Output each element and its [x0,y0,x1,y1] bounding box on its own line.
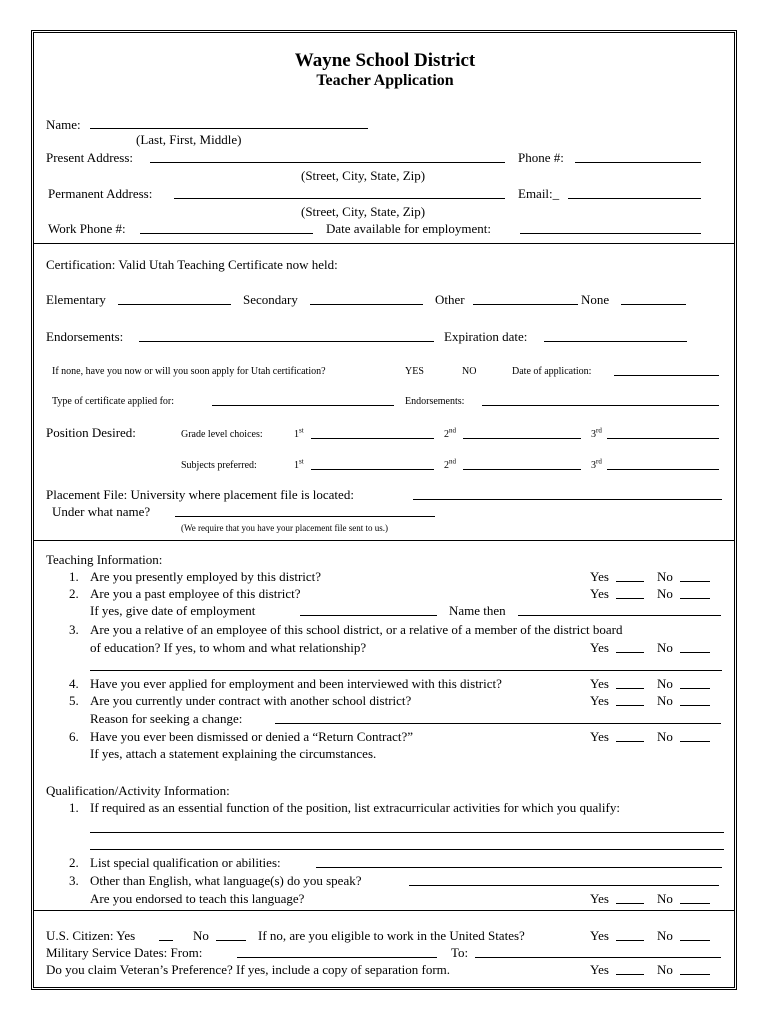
teaching-q2-yes-blank[interactable] [616,598,644,599]
name-field[interactable] [90,128,368,129]
veteran-question: Do you claim Veteran’s Preference? If yes, include a copy of separation form. [46,962,451,977]
certification-heading: Certification: Valid Utah Teaching Certificate now held: [46,257,338,272]
teaching-q6-text: Have you ever been dismissed or denied a “Return Contract?” [90,729,414,744]
qualification-q2-text: List special qualification or abilities: [90,855,281,870]
expiration-field[interactable] [544,341,687,342]
qualification-q3-text: Other than English, what language(s) do you speak? [90,873,362,888]
reason-label: Reason for seeking a change: [90,711,243,726]
veteran-no-blank[interactable] [680,974,710,975]
subject-choice-2-sup: nd [449,457,456,466]
email-field[interactable] [568,198,701,199]
other-field[interactable] [473,304,578,305]
present-address-field[interactable] [150,162,505,163]
veteran-yes-blank[interactable] [616,974,644,975]
teaching-q2-yes[interactable]: Yes [590,586,609,601]
qualification-q2-number: 2. [69,855,79,870]
placement-label: Placement File: University where placement file is located: [46,487,354,502]
military-from-field[interactable] [237,957,437,958]
endorsements-applied-field[interactable] [482,405,719,406]
subject-choice-3-field[interactable] [607,469,719,470]
teaching-q4-no-blank[interactable] [680,688,710,689]
phone-field[interactable] [575,162,701,163]
date-of-application-label: Date of application: [512,366,592,377]
grade-choice-2-field[interactable] [463,438,581,439]
teaching-q6-yes-blank[interactable] [616,741,644,742]
section-divider [34,243,734,244]
military-label: Military Service Dates: From: [46,945,203,960]
apply-question: If none, have you now or will you soon apply for Utah certification? [52,366,326,377]
teaching-q1-text: Are you presently employed by this district? [90,569,322,584]
work-phone-field[interactable] [140,233,313,234]
grade-level-label: Grade level choices: [181,429,263,440]
present-address-hint: (Street, City, State, Zip) [301,168,426,183]
subject-choice-2-field[interactable] [463,469,581,470]
veteran-no[interactable]: No [657,962,673,977]
name-then-label: Name then [449,603,506,618]
qualification-q1-number: 1. [69,800,79,815]
teaching-q2-text: Are you a past employee of this district? [90,586,301,601]
secondary-label: Secondary [243,292,298,307]
type-applied-field[interactable] [212,405,394,406]
teaching-q6-no-blank[interactable] [680,741,710,742]
apply-no-option[interactable]: NO [462,366,477,377]
teaching-q6-attach: If yes, attach a statement explaining the circumstances. [90,746,377,761]
name-then-field[interactable] [518,615,721,616]
qualification-q1-text: If required as an essential function of the position, list extracurricular activities for which you qualify: [90,800,620,815]
position-label: Position Desired: [46,425,136,440]
teaching-q5-text: Are you currently under contract with another school district? [90,693,412,708]
under-name-label: Under what name? [52,504,151,519]
subject-choice-1-num: 1 [294,460,299,471]
subject-choice-1-sup: st [299,457,304,466]
subject-choice-2-num: 2 [444,460,449,471]
endorsements-applied-label: Endorsements: [405,396,465,407]
teaching-q1-yes[interactable]: Yes [590,569,609,584]
eligible-yes-blank[interactable] [616,940,644,941]
teaching-q2-no[interactable]: No [657,586,673,601]
work-phone-label: Work Phone #: [48,221,126,236]
teaching-q5-yes[interactable]: Yes [590,693,609,708]
employment-dates-field[interactable] [300,615,437,616]
veteran-yes[interactable]: Yes [590,962,609,977]
teaching-q3-number: 3. [69,622,79,637]
email-label: Email:_ [518,186,560,201]
permanent-address-field[interactable] [174,198,505,199]
apply-yes-option[interactable]: YES [405,366,424,377]
teaching-q5-no[interactable]: No [657,693,673,708]
teaching-q3-no[interactable]: No [657,640,673,655]
endorsements-label: Endorsements: [46,329,124,344]
teaching-q3-text-line1: Are you a relative of an employee of this school district, or a relative of a member of the district board [90,622,623,637]
teaching-q3-no-blank[interactable] [680,652,710,653]
elementary-label: Elementary [46,292,106,307]
teaching-q4-yes-blank[interactable] [616,688,644,689]
section-divider [34,910,734,911]
qualification-q3-number: 3. [69,873,79,888]
teaching-q4-number: 4. [69,676,79,691]
name-hint: (Last, First, Middle) [136,132,242,147]
type-applied-label: Type of certificate applied for: [52,396,175,407]
grade-choice-3-num: 3 [591,429,596,440]
subject-choice-3-sup: rd [596,457,602,466]
none-field[interactable] [621,304,686,305]
date-available-field[interactable] [520,233,701,234]
none-label: None [581,292,610,307]
military-to-label: To: [451,945,469,960]
teaching-q2-number: 2. [69,586,79,601]
grade-choice-1-field[interactable] [311,438,434,439]
teaching-q1-number: 1. [69,569,79,584]
name-label: Name: [46,117,81,132]
teaching-q1-no-blank[interactable] [680,581,710,582]
language-endorsed-no[interactable]: No [657,891,673,906]
eligible-question: If no, are you eligible to work in the United States? [258,928,525,943]
subject-choice-1-field[interactable] [311,469,434,470]
teaching-q5-number: 5. [69,693,79,708]
phone-label: Phone #: [518,150,564,165]
language-endorsed-question: Are you endorsed to teach this language? [90,891,305,906]
language-endorsed-yes[interactable]: Yes [590,891,609,906]
form-title: Wayne School District [294,50,476,71]
grade-choice-1-sup: st [299,426,304,435]
teaching-q6-yes[interactable]: Yes [590,729,609,744]
permanent-address-label: Permanent Address: [48,186,153,201]
military-to-field[interactable] [475,957,721,958]
teaching-heading: Teaching Information: [46,552,163,567]
qualifications-field[interactable] [316,867,722,868]
eligible-yes[interactable]: Yes [590,928,609,943]
relationship-field[interactable] [90,670,722,671]
citizen-label: U.S. Citizen: Yes [46,928,136,943]
teaching-q6-no[interactable]: No [657,729,673,744]
grade-choice-3-field[interactable] [607,438,719,439]
teaching-q3-yes[interactable]: Yes [590,640,609,655]
citizen-no-label[interactable]: No [193,928,209,943]
endorsements-field[interactable] [139,341,434,342]
section-divider [34,540,734,541]
grade-choice-3-sup: rd [596,426,602,435]
eligible-no[interactable]: No [657,928,673,943]
qualification-heading: Qualification/Activity Information: [46,783,230,798]
citizen-yes-blank[interactable] [159,940,173,941]
teaching-q5-yes-blank[interactable] [616,705,644,706]
expiration-label: Expiration date: [444,329,528,344]
under-name-field[interactable] [175,516,435,517]
form-subtitle: Teacher Application [316,72,454,89]
teaching-q3-yes-blank[interactable] [616,652,644,653]
teaching-q1-no[interactable]: No [657,569,673,584]
teaching-q5-no-blank[interactable] [680,705,710,706]
teaching-q4-yes[interactable]: Yes [590,676,609,691]
teaching-q2-no-blank[interactable] [680,598,710,599]
teaching-q6-number: 6. [69,729,79,744]
permanent-address-hint: (Street, City, State, Zip) [301,204,426,219]
other-label: Other [435,292,465,307]
date-of-application-field[interactable] [614,375,719,376]
secondary-field[interactable] [310,304,423,305]
placement-university-field[interactable] [413,499,722,500]
language-endorsed-yes-blank[interactable] [616,903,644,904]
grade-choice-2-sup: nd [449,426,456,435]
eligible-no-blank[interactable] [680,940,710,941]
placement-note: (We require that you have your placement file sent to us.) [181,523,388,533]
activities-field-2[interactable] [90,849,724,850]
teaching-q1-yes-blank[interactable] [616,581,644,582]
activities-field-1[interactable] [90,832,724,833]
languages-field[interactable] [409,885,719,886]
grade-choice-1-num: 1 [294,429,299,440]
employment-dates-label: If yes, give date of employment [90,603,256,618]
reason-field[interactable] [275,723,721,724]
elementary-field[interactable] [118,304,231,305]
citizen-no-blank[interactable] [216,940,246,941]
subject-choice-3-num: 3 [591,460,596,471]
teaching-q4-no[interactable]: No [657,676,673,691]
subjects-label: Subjects preferred: [181,460,257,471]
teaching-q4-text: Have you ever applied for employment and been interviewed with this district? [90,676,502,691]
grade-choice-2-num: 2 [444,429,449,440]
present-address-label: Present Address: [46,150,134,165]
language-endorsed-no-blank[interactable] [680,903,710,904]
date-available-label: Date available for employment: [326,221,491,236]
teaching-q3-text-line2: of education? If yes, to whom and what relationship? [90,640,367,655]
